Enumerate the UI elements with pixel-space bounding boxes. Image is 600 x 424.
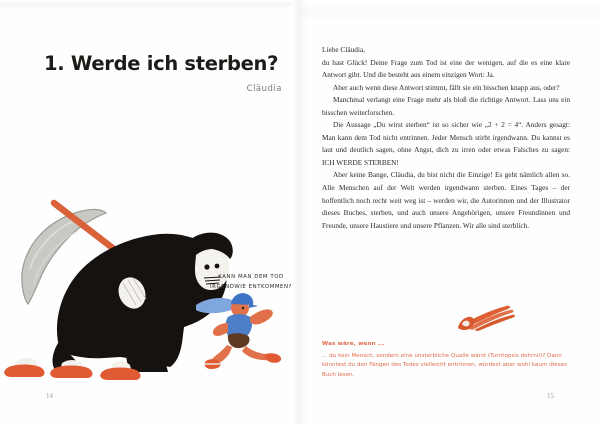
reaper-shoes	[4, 358, 140, 380]
paragraph: du hast Glück! Deine Frage zum Tod ist eine der wenigen, auf die es eine klare Antwort gibt. Und die besteht aus einem einzigen Wort: Ja.	[322, 57, 570, 80]
chapter-author-attribution: Cläudia	[246, 84, 282, 94]
what-if-body: ... du kein Mensch, sondern eine unsterbliche Qualle wärst (Turritopsis dohrnii)? Dann könntest du den Fängen des Todes vielleicht entrinnen, würdest aber wohl kaum dieses Buch lesen.	[322, 352, 568, 379]
comet-icon	[458, 306, 515, 331]
page-number-right: 15	[547, 392, 554, 400]
paragraph: Die Aussage „Du wirst sterben“ ist so sicher wie „2 + 2 = 4“. Anders gesagt: Man kann dem Tod nicht entrinnen. Jeder Mensch stirbt irgendwann. Du kannst es laut und deutlich sagen, ohne Angst, dich zu irren oder etwas Falsches zu sagen: ICH WERDE STERBEN!	[322, 120, 570, 167]
paragraph: Aber keine Bange, Cläudia, du bist nicht die Einzige! Es geht nämlich allen so. Alle Menschen auf der Welt werden irgendwann sterben. Eines Tages – der hoffentlich noch recht weit weg ist – werden wir, die Autorinnen und der Illustrator dieses Buches, sterben, und auch unsere Angehörigen, unsere Freundinnen und Freunde, unsere Haustiere und unsere Pflanzen. Wir alle sind sterblich.	[322, 170, 570, 230]
running-person	[196, 293, 281, 369]
page-number-left: 14	[46, 392, 53, 400]
page-edge-shading	[0, 0, 292, 9]
speech-bubble-text: KANN MAN DEM TOD IRGENDWIE ENTKOMMEN?	[210, 274, 292, 290]
comet-illustration	[450, 297, 524, 333]
paragraph: Aber auch wenn diese Antwort stimmt, fällt sie ein bisschen knapp aus, oder?	[333, 82, 560, 92]
what-if-heading: Was wäre, wenn ...	[322, 341, 385, 347]
paragraph-salutation: Liebe Cläudia,	[322, 45, 365, 54]
chapter-title: 1. Werde ich sterben?	[44, 52, 279, 75]
body-text-column	[322, 44, 570, 232]
right-page	[300, 0, 600, 424]
what-if-callout	[322, 341, 574, 381]
paragraph: Manchmal verlangt eine Frage mehr als bloß die richtige Antwort. Lass uns ein bisschen weiterforschen.	[322, 95, 570, 117]
page-edge-shading-right	[300, 0, 600, 22]
